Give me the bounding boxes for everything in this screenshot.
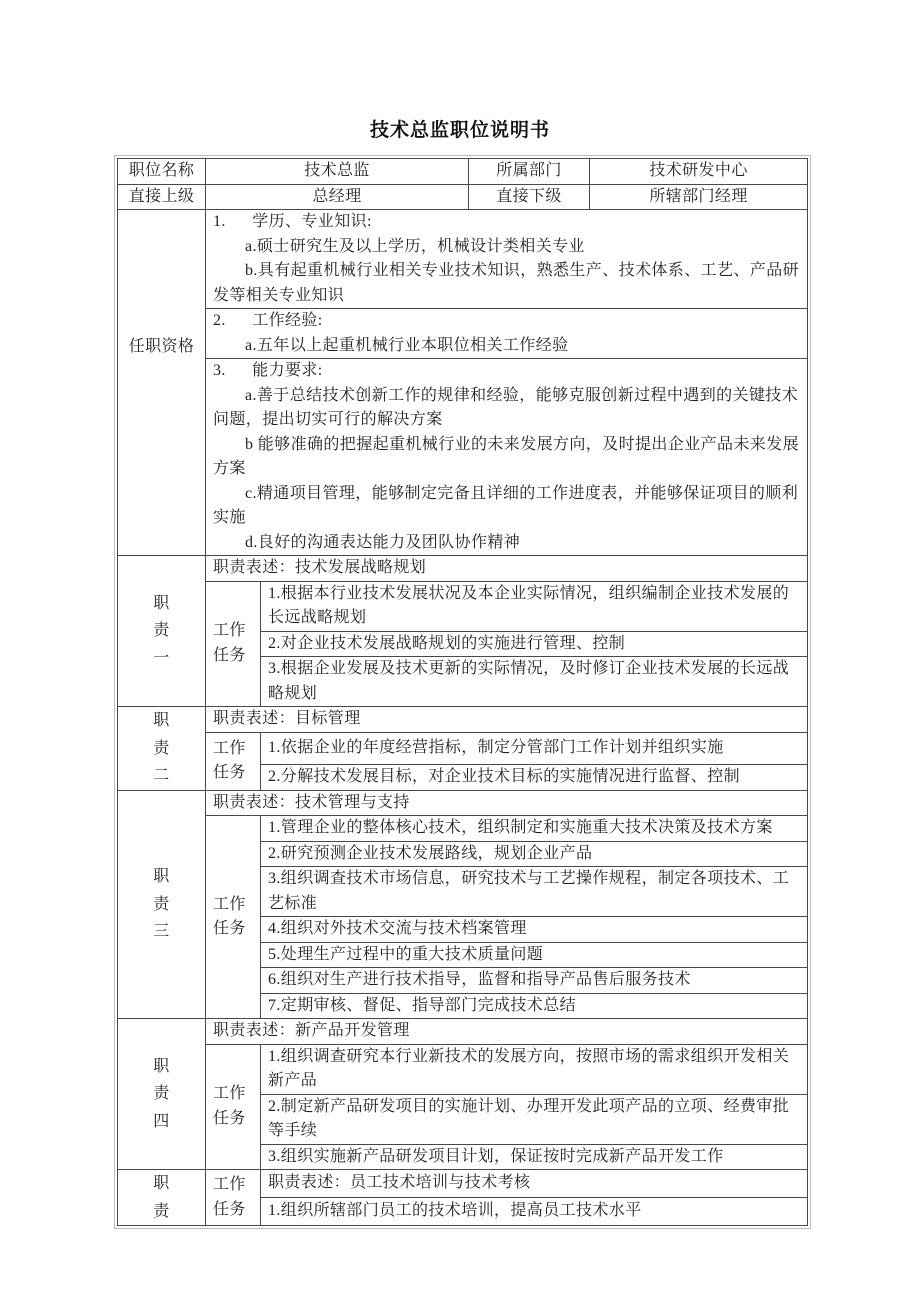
qualification-detail: d.良好的沟通表达能力及团队协作精神 <box>245 533 521 551</box>
field-value-cell: 所辖部门经理 <box>590 184 808 210</box>
task-cell <box>261 867 808 917</box>
field-label-cell: 所属部门 <box>469 159 590 185</box>
task-label-line: 任务 <box>213 920 246 937</box>
field-label-cell: 直接上级 <box>118 184 206 210</box>
duty-label-char: 责 <box>153 622 170 640</box>
qualification-heading-number: 3. <box>213 362 226 379</box>
duty-label-char: 责 <box>153 1202 170 1220</box>
duty-label-cell <box>118 790 206 1019</box>
task-label-line: 任务 <box>213 646 246 664</box>
qualification-detail: a.善于总结技术创新工作的规律和经验，能够克服创新过程中遇到的关键技术问题，提出切实可行的解决方案 <box>213 386 799 428</box>
task-label-line: 任务 <box>213 764 246 781</box>
qualification-detail: c.精通项目管理，能够制定完备且详细的工作进度表，并能够保证项目的顺利实施 <box>213 484 799 526</box>
task-text: 1.组织所辖部门员工的技术培训，提高员工技术水平 <box>268 1202 642 1220</box>
duty-label-char: 职 <box>153 1057 170 1075</box>
duty-statement-cell <box>206 1019 808 1045</box>
task-label-line: 工作 <box>213 1085 246 1103</box>
task-cell <box>261 1044 808 1094</box>
qualification-detail: a.硕士研究生及以上学历，机械设计类相关专业 <box>245 237 585 255</box>
qualification-heading <box>213 359 800 384</box>
qualification-detail: a.五年以上起重机械行业本职位相关工作经验 <box>245 336 569 354</box>
qualification-heading <box>213 309 800 334</box>
duty-statement: 职责表述：技术发展战略规划 <box>213 559 427 576</box>
duty-label-char: 二 <box>153 767 170 784</box>
duty-label-cell <box>118 556 206 707</box>
qualification-label-cell <box>118 210 206 556</box>
task-label-line: 工作 <box>213 895 246 913</box>
job-description-table <box>117 158 808 1226</box>
qualification-detail: b 能够准确的把握起重机械行业的未来发展方向，及时提出企业产品未来发展方案 <box>213 435 800 477</box>
qualification-block-cell <box>206 359 808 556</box>
task-cell <box>261 657 808 707</box>
task-cell <box>261 1198 808 1226</box>
task-label-cell <box>206 1044 261 1170</box>
task-cell <box>261 942 808 968</box>
task-text: 1.管理企业的整体核心技术，组织制定和实施重大技术决策及技术方案 <box>268 819 773 836</box>
qualification-heading-text: 工作经验: <box>252 312 323 329</box>
duty-statement: 职责表述：技术管理与支持 <box>213 793 410 811</box>
task-label-cell <box>206 816 261 1019</box>
task-cell <box>261 968 808 994</box>
task-cell <box>261 581 808 631</box>
task-text: 2.分解技术发展目标，对企业技术目标的实施情况进行监督、控制 <box>268 768 741 785</box>
duty-label-cell <box>118 1019 206 1170</box>
field-value-cell: 技术研发中心 <box>590 159 808 185</box>
task-text: 7.定期审核、督促、指导部门完成技术总结 <box>268 996 577 1014</box>
task-label-cell <box>206 732 261 790</box>
task-cell <box>261 732 808 765</box>
duty-label-char: 职 <box>153 712 170 729</box>
task-label-line: 工作 <box>213 739 246 757</box>
qualification-block-cell <box>206 309 808 359</box>
qualification-heading-number: 2. <box>213 312 226 329</box>
task-label-line: 工作 <box>213 622 246 640</box>
task-label-cell <box>206 581 261 707</box>
duty-label-char: 一 <box>153 649 170 667</box>
task-text: 2.研究预测企业技术发展路线，规划企业产品 <box>268 844 593 862</box>
duty-label-char: 责 <box>153 739 170 757</box>
task-cell <box>261 1144 808 1170</box>
duty-label-cell <box>118 1170 206 1226</box>
task-text: 2.制定新产品研发项目的实施计划、办理开发此项产品的立项、经费审批等手续 <box>268 1097 790 1139</box>
qualification-label: 任职资格 <box>128 338 195 356</box>
field-value-cell: 技术总监 <box>206 159 469 185</box>
task-text: 3.组织调查技术市场信息，研究技术与工艺操作规程，制定各项技术、工艺标准 <box>268 870 790 912</box>
duty-statement: 职责表述：目标管理 <box>213 710 361 727</box>
duty-label-char: 四 <box>153 1112 170 1130</box>
duty-statement: 职责表述：员工技术培训与技术考核 <box>268 1174 531 1192</box>
qualification-heading-text: 能力要求: <box>252 362 323 379</box>
qualification-heading <box>213 210 800 235</box>
qualification-detail: b.具有起重机械行业相关专业技术知识，熟悉生产、技术体系、工艺、产品研发等相关专业知识 <box>213 262 800 304</box>
duty-statement: 职责表述：新产品开发管理 <box>213 1022 410 1039</box>
task-cell <box>261 993 808 1019</box>
task-text: 5.处理生产过程中的重大技术质量问题 <box>268 945 544 963</box>
task-text: 1.根据本行业技术发展状况及本企业实际情况，组织编制企业技术发展的长远战略规划 <box>268 584 790 626</box>
duty-label-char: 责 <box>153 1085 170 1103</box>
duty-label-char: 职 <box>153 1175 170 1192</box>
duty-statement-cell <box>261 1170 808 1198</box>
page-title: 技术总监职位说明书 <box>369 120 550 141</box>
task-text: 4.组织对外技术交流与技术档案管理 <box>268 920 527 937</box>
task-text: 2.对企业技术发展战略规划的实施进行管理、控制 <box>268 634 626 652</box>
task-label-line: 任务 <box>213 1109 246 1127</box>
qualification-heading-text: 学历、专业知识: <box>252 213 372 230</box>
duty-label-char: 职 <box>153 594 170 612</box>
task-cell <box>261 816 808 842</box>
task-text: 3.根据企业发展及技术更新的实际情况，及时修订企业技术发展的长远战略规划 <box>268 660 790 702</box>
duty-statement-cell <box>206 556 808 582</box>
task-text: 1.组织调查研究本行业新技术的发展方向，按照市场的需求组织开发相关新产品 <box>268 1047 790 1089</box>
duty-statement-cell <box>206 790 808 816</box>
duty-label-cell <box>118 707 206 791</box>
field-label-cell: 职位名称 <box>118 159 206 185</box>
duty-label-char: 职 <box>153 868 170 885</box>
qualification-block-cell <box>206 210 808 309</box>
task-cell <box>261 841 808 867</box>
duty-label-char: 三 <box>153 923 170 940</box>
task-cell <box>261 1094 808 1144</box>
task-text: 6.组织对生产进行技术指导，监督和指导产品售后服务技术 <box>268 971 691 988</box>
field-label-cell: 直接下级 <box>469 184 590 210</box>
task-label-line: 工作 <box>213 1176 246 1193</box>
task-label-line: 任务 <box>213 1200 246 1218</box>
task-cell <box>261 765 808 791</box>
duty-label-char: 责 <box>153 895 170 913</box>
task-text: 1.依据企业的年度经营指标，制定分管部门工作计划并组织实施 <box>268 739 724 756</box>
task-text: 3.组织实施新产品研发项目计划，保证按时完成新产品开发工作 <box>268 1147 724 1165</box>
task-label-cell <box>206 1170 261 1226</box>
task-cell <box>261 631 808 657</box>
duty-statement-cell <box>206 707 808 733</box>
field-value-cell: 总经理 <box>206 184 469 210</box>
task-cell <box>261 917 808 943</box>
qualification-heading-number: 1. <box>213 213 226 230</box>
